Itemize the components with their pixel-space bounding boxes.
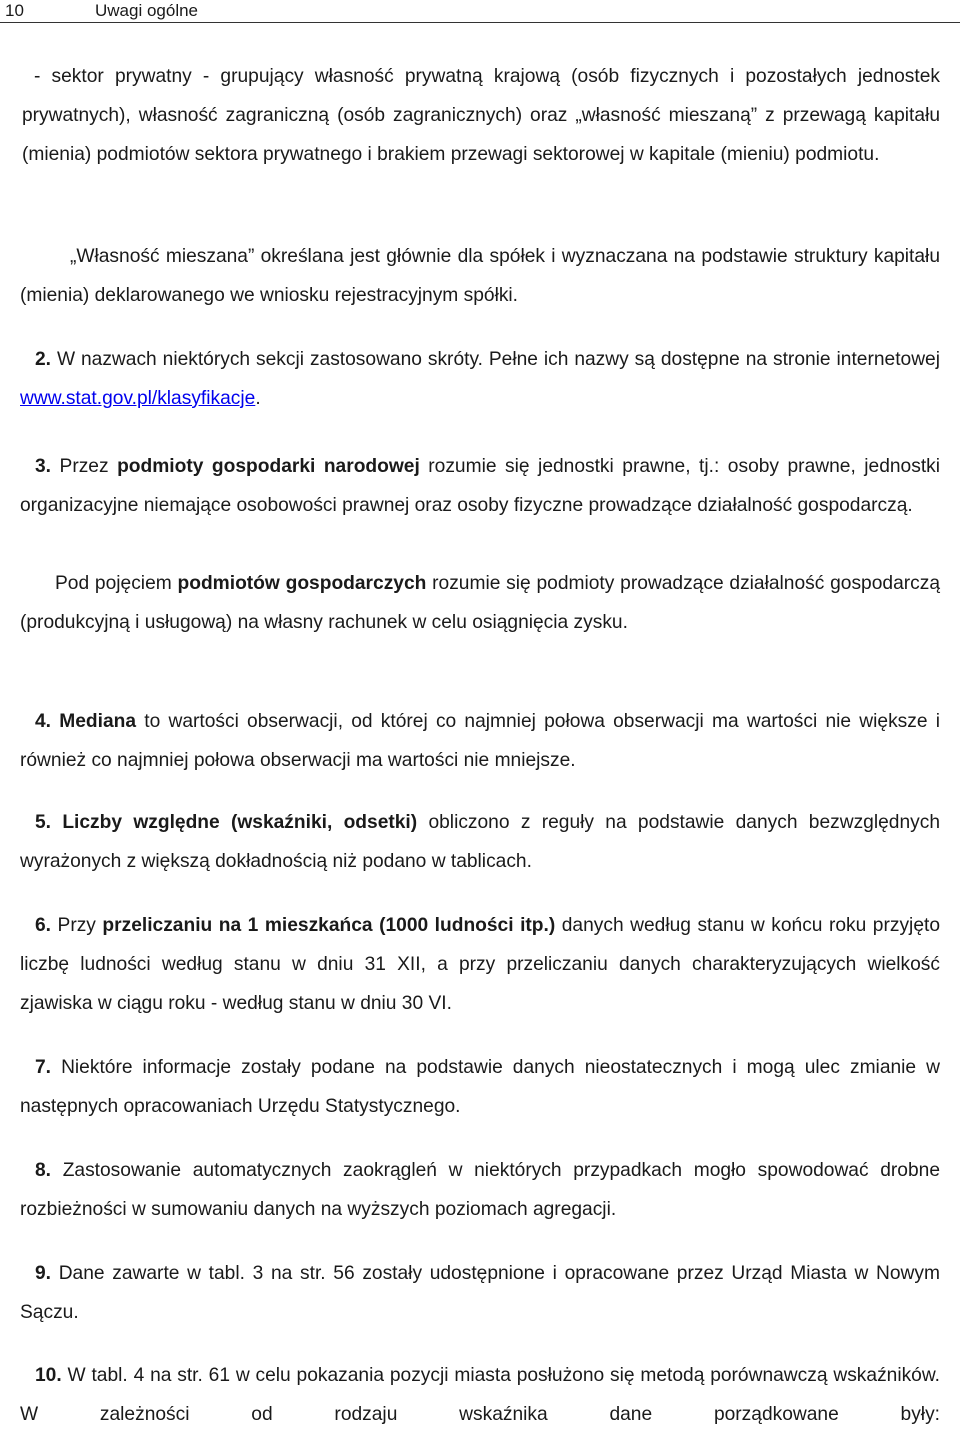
- note-number: 8.: [35, 1160, 52, 1181]
- header-rule: [0, 22, 960, 23]
- paragraph-private-sector: - sektor prywatny - grupujący własność prywatną krajową (osób fizycznych i pozostałych jednostek prywatnych), własność zagraniczną (osób zagranicznych) oraz „własność mieszaną” z przewagą kapitału (mienia) podmiotów sektora prywatnego i brakiem przewagi sektorowej w kapitale (mieniu) podmiotu.: [22, 66, 940, 165]
- note-7: 7. Niektóre informacje zostały podane na podstawie danych nieostatecznych i mogą ulec zmianie w następnych opracowaniach Urzędu Statystycznego.: [20, 1057, 940, 1117]
- note-10: 10. W tabl. 4 na str. 61 w celu pokazania pozycji miasta posłużono się metodą porównawczą wskaźników. W zależności od rodzaju wskaźnika dane porządkowane były:: [20, 1365, 940, 1425]
- note-3-continued: Pod pojęciem podmiotów gospodarczych rozumie się podmioty prowadzące działalność gospodarczą (produkcyjną i usługową) na własny rachunek w celu osiągnięcia zysku.: [20, 573, 940, 633]
- page-number: 10: [5, 1, 24, 20]
- paragraph-mixed-ownership: „Własność mieszana” określana jest głównie dla spółek i wyznaczana na podstawie struktury kapitału (mienia) deklarowanego we wniosku rejestracyjnym spółki.: [20, 246, 940, 306]
- section-title: Uwagi ogólne: [95, 1, 199, 20]
- note-number: 4.: [35, 711, 52, 732]
- note-3: 3. Przez podmioty gospodarki narodowej rozumie się jednostki prawne, tj.: osoby prawne, jednostki organizacyjne niemające osobowości prawnej oraz osoby fizyczne prowadzące działalność gospodarczą.: [20, 456, 941, 516]
- note-2: 2. W nazwach niektórych sekcji zastosowano skróty. Pełne ich nazwy są dostępne na stronie internetowej www.stat.gov.pl/klasyfikacje.: [20, 349, 940, 409]
- note-5: 5. Liczby względne (wskaźniki, odsetki) obliczono z reguły na podstawie danych bezwzględnych wyrażonych z większą dokładnością niż podano w tablicach.: [20, 812, 940, 872]
- note-number: 9.: [35, 1263, 52, 1284]
- note-number: 7.: [35, 1057, 52, 1078]
- page-header: [0, 0, 960, 24]
- note-4: 4. Mediana to wartości obserwacji, od której co najmniej połowa obserwacji ma wartości nie większe i również co najmniej połowa obserwacji ma wartości nie mniejsze.: [20, 711, 941, 771]
- note-number: 5.: [35, 812, 52, 833]
- note-8: 8. Zastosowanie automatycznych zaokrągleń w niektórych przypadkach mogło spowodować drobne rozbieżności w sumowaniu danych na wyższych poziomach agregacji.: [20, 1160, 940, 1220]
- stat-link[interactable]: www.stat.gov.pl/klasyfikacje: [20, 388, 256, 409]
- note-number: 6.: [35, 915, 52, 936]
- note-9: 9. Dane zawarte w tabl. 3 na str. 56 zostały udostępnione i opracowane przez Urząd Miasta w Nowym Sączu.: [20, 1263, 940, 1323]
- note-number: 3.: [35, 456, 52, 477]
- note-6: 6. Przy przeliczaniu na 1 mieszkańca (1000 ludności itp.) danych według stanu w końcu roku przyjęto liczbę ludności według stanu w dniu 31 XII, a przy przeliczaniu danych charakteryzujących wielkość zjawiska w ciągu roku - według stanu w dniu 30 VI.: [20, 915, 940, 1014]
- note-number: 10.: [35, 1365, 62, 1386]
- note-number: 2.: [35, 349, 52, 370]
